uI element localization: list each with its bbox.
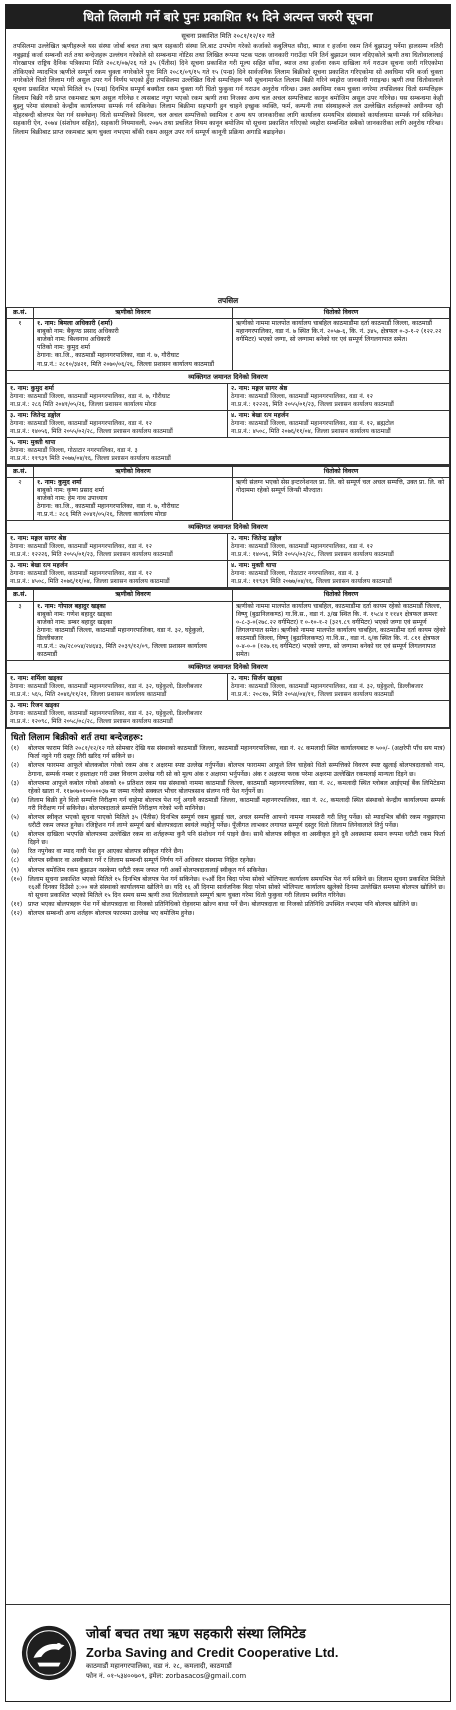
guarantor-address: ठेगाना: काठमाडौं जिल्ला, काठमाडौं महानगरपालिका, वडा नं. ३२, घट्टेकुलो, डिल्लीबजार — [10, 710, 203, 718]
table-heading: तपसिल — [217, 296, 239, 305]
guarantor-grid — [6, 384, 450, 466]
guarantor-id: ना.प्र.नं.: १२२२६, मिति २०५५/०१/२३, जिल्ला प्रशासन कार्यालय काठमाडौं — [231, 400, 394, 408]
guarantor-address: ठेगाना: काठमाडौं जिल्ला, गोठाटार नगरपालिका, वडा नं. ३ — [231, 570, 359, 578]
org-address: काठमाडौं महानगरपालिका, वडा नं. २८, कमलादी, काठमाडौं — [86, 1661, 232, 1670]
guarantor-item — [7, 411, 228, 438]
guarantor-id: ना.प्र.नं.: ११९३९ मिति २०७७/०४/१६, जिल्ला प्रशासन कार्यालय काठमाडौं — [10, 454, 171, 462]
guarantor-item — [7, 561, 228, 588]
condition-number: (१०) — [11, 875, 23, 883]
borrower-name: १. नाम: बिमला अधिकारी (शर्मा) — [37, 320, 113, 328]
guarantor-name: १. नाम: शर्मिला खड्का — [10, 675, 63, 683]
collateral-cell: ऋणीको नाममा मालपोत कार्यालय चाबहिल काठमाडौंमा दर्ता काठमाडौं जिल्ला, काठमाडौं महानगरपालिका, वडा नं. ७ स्थित कि.नं. २०५७-६, कि. नं. ३४५, क्षेत्रफल ०-३-१-२ (१२२.२२ वर्गमिटर) भएको जग्गा, सो जग्गामा बनेको घर एवं सम्पूर्ण लिगलगापात समेत। — [233, 319, 450, 371]
condition-item — [11, 910, 445, 918]
condition-number: (६) — [11, 831, 20, 839]
org-name-nepali: जोर्बा बचत तथा ऋण सहकारी संस्था लिमिटेड — [86, 1626, 306, 1642]
borrower-detail: बाबुको नाम: बैकुण्ठ प्रसाद अधिकारी — [37, 328, 119, 336]
guarantor-item — [228, 674, 449, 701]
condition-text: बोलपत्र सम्बन्धी अन्य शर्तहरू बोलपत्र फारममा उल्लेख भए बमोजिम हुनेछ। — [28, 910, 195, 918]
condition-number: (३) — [11, 779, 20, 787]
header-sn: क्र.सं. — [7, 466, 34, 477]
condition-item — [11, 780, 445, 796]
condition-text: बोलपत्र बमोजिम रकम बुझाउन नसकेमा धरौटी रकम जफत गरी अर्को बोलपत्रदातालाई स्वीकृत गर्न सकिनेछ। — [28, 866, 268, 874]
header-borrower: ऋणीको विवरण — [34, 308, 233, 319]
condition-number: (२) — [11, 762, 20, 770]
guarantor-name: २. नाम: सिर्जन खड्का — [231, 675, 282, 683]
publish-date: सूचना प्रकाशित मिति २०८१/१२/१२ गते — [181, 32, 275, 40]
guarantor-id: ना.प्र.नं.: ११९३९ मिति २०७७/०४/१६, जिल्ला प्रशासन कार्यालय काठमाडौं — [231, 578, 392, 586]
guarantor-heading: व्यक्तिगत जमानत दिनेको विवरण — [7, 661, 450, 674]
borrower-detail: बाजेको नाम: हेम नाथ उपाध्याय — [37, 495, 108, 503]
guarantor-id: ना.प्र.नं.: १२२२६, मिति २०५५/०१/२३, जिल्ला प्रशासन कार्यालय काठमाडौं — [10, 551, 173, 559]
borrower-table — [6, 466, 450, 535]
guarantor-heading: व्यक्तिगत जमानत दिनेको विवरण — [7, 521, 450, 534]
guarantor-address: ठेगाना: काठमाडौं जिल्ला, काठमाडौं महानगरपालिका, वडा नं. ७, गौरीघाट — [10, 392, 170, 400]
condition-text: बोलपत्र दाखिला भएपछि बोलपत्रमा उल्लेखित रकम वा शर्तहरूमा कुनै पनि संशोधन गर्न पाइने छैन। साथै बोलपत्र स्वीकृत वा अस्वीकृत हुने दुवै अवस्थामा समान रूपमा धरौटी रकम फिर्ता दिइने छ। — [28, 831, 445, 847]
table-row — [7, 319, 450, 371]
intro-paragraph: तपसिलमा उल्लेखित ऋणीहरूले यस संस्था जोर्बा बचत तथा ऋण सहकारी संस्था लि.बाट उपभोग गरेको कर्जाको कबुलियत सौदा, ब्याज र हर्जाना रकम तिर्न बुझाउनु पर्नेमा हालसम्म नतिरी नबुझाई कर्जा सम्बन्धी शर्त तथा बन्देजहरू उल्लंघन गरेकोले सो सम्बन्धमा नोटिस तथा लिखित रूपमा पटक पटक जानकारी गराउँदा पनि तिर्न बुझाउन ध्यान नदिएकोले ऋणी तथा धितोवालालाई गोरखापत्र राष्ट्रिय दैनिक पत्रिकामा मिति २०८१/०७/२६ गते ३५ (पैंतीस) दिने सूचना प्रकाशित गरी मूल्य सहित साँवा, ब्याज तथा हर्जाना रकम दाखिला गर्न गराउन सूचना जारी गरिएकोमा तोकिएको म्यादभित्र ऋणीले सम्पूर्ण रकम चुक्ता नगरेकोले पुनः मिति २०८१/०९/१५ गते १५ (पन्ध्र) दिने सार्वजनिक लिलाम बिक्रीको सूचना प्रकाशित गरिएकोमा सो अवधिमा पनि कर्जा चुक्ता नगरेकोले धितो लिलाम गरी असुल उपर गर्ने निर्णय भएको हुँदा तपसिलमा उल्लेखित धितो सम्पत्तिहरू यसै सूचनामार्फत लिलाम बिक्री गरिने व्यहोरा जानकारी गराइन्छ। ऋणी तथा धितोवालाले सूचना प्रकाशित भएको मितिले १५ (पन्ध्र) दिनभित्र सम्पूर्ण बक्यौता रकम चुक्ता गरी धितो फुकुवा गर्न गराउन अनुरोध गरिन्छ। उक्त अवधिमा रकम चुक्ता नगरेमा तपसिलका धितो सम्पत्तिहरू लिलाम बिक्री गरी प्राप्त रकमबाट ऋण असुल गरिनेछ र त्यसबाट नपुग भएको रकम ऋणी तथा निजका अन्य चल अचल सम्पत्तिबाट कानून बमोजिम असुल उपर गरिनेछ। यस सम्बन्धमा केही बुझ्नु परेमा संस्थाको केन्द्रीय कार्यालयमा सम्पर्क गर्न सकिनेछ। लिलाम बिक्रीमा सहभागी हुन चाहने इच्छुक व्यक्ति, फर्म, कम्पनी तथा संस्थाहरूले तल उल्लेखित शर्तहरूको अधीनमा रही मोहरबन्दी बोलपत्र पेश गर्न सक्नेछन्। धितो सम्पत्तिको विवरण, चल अचल सम्पत्तिको स्वामित्व र अन्य थप जानकारीका लागि कार्यालय समयभित्र संस्थाको कार्यालयमा सम्पर्क गर्न सकिनेछ। सहकारी ऐन, २०७४ (संशोधन सहित), सहकारी नियमावली, २०७५ तथा प्रचलित नियम कानून बमोजिम यो सूचना प्रकाशित गरिएको व्यहोरा सम्बन्धित सबैको जानकारीका लागि अनुरोध गरिन्छ। लिलाम बिक्रीबाट प्राप्त रकमबाट ऋण चुक्ता नभएमा बाँकी रकम असुल उपर गर्न सम्पूर्ण कानूनी प्रक्रिया अगाडि बढाइनेछ। — [13, 43, 443, 136]
borrower-detail: पतिको नाम: कुमुद शर्मा — [37, 344, 90, 352]
guarantor-grid — [6, 534, 450, 589]
table-header-row — [7, 590, 450, 601]
borrower-cell — [34, 477, 233, 520]
condition-text: बोलपत्र स्वीकृत भएको सूचना पाएको मितिले ३५ (पैंतीस) दिनभित्र सम्पूर्ण रकम बुझाई चल, अचल सम्पत्ति आफ्नो नाममा नामसारी गरी लिनु पर्नेछ। सो म्यादभित्र बाँकी रकम नबुझाएमा धरौटी रकम जफत हुनेछ। रजिष्ट्रेशन गर्न लाग्ने सम्पूर्ण खर्च बोलपत्रदाता स्वयंले व्यहोर्नु पर्नेछ। पूँजीगत लाभकर लगायत सम्पूर्ण दस्तुर धितो लिलाम लिनेवालाले तिर्नु पर्नेछ। — [28, 814, 445, 830]
guarantor-address: ठेगाना: काठमाडौं जिल्ला, काठमाडौं महानगरपालिका, वडा नं. १२ — [231, 392, 373, 400]
collateral-cell: ऋणीको नाममा मालपोत कार्यालय चाबहिल, काठमाडौंमा दर्ता कायम रहेको काठमाडौं जिल्ला, विष्णु (बुढानिलकण्ठ) गा.वि.स., वडा नं. ३/ख स्थित कि. नं. १५८४ र ११४१ क्षेत्रफल क्रमशः ०-८-३-०(२७८.२२ वर्गमिटर) र ०-१०-१-२ (३२९.८९ वर्गमिटर) भएको जग्गा एवं सम्पूर्ण लिगलगापात समेत। ऋणीको नाममा मालपोत कार्यालय चाबहिल, काठमाडौंमा दर्ता कायम रहेको काठमाडौं जिल्ला, विष्णु (बुढानिलकण्ठ) गा.वि.स., वडा नं. ६/क स्थित कि. नं. ८११ क्षेत्रफल ०-४-०-० (१२७.१६ वर्गमिटर) भएको जग्गा, सो जग्गामा बनेको घर एवं सम्पूर्ण लिगलगापात समेत। — [233, 601, 450, 661]
borrower-detail: ना.प्र.नं.: २८६ मिति २०४१/०५/२६, जिल्ला कार्यालय मोरङ — [37, 511, 167, 519]
guarantor-address: ठेगाना: काठमाडौं जिल्ला, काठमाडौं महानगरपालिका, वडा नं. ३२, घट्टेकुलो, डिल्लीबजार — [231, 683, 424, 691]
guarantor-item — [7, 674, 228, 701]
borrower-name: १. नाम: गोपाल बहादुर खड्का — [37, 602, 106, 610]
guarantor-name: १. नाम: मङ्गल सागर श्रेष्ठ — [10, 535, 67, 543]
condition-item — [11, 762, 445, 778]
guarantor-item — [228, 561, 449, 588]
borrower-detail: ठेगाना: काठमाडौं जिल्ला, काठमाडौं महानगरपालिका, वडा नं. ३२, घट्टेकुलो, डिल्लीबजार — [37, 626, 205, 642]
guarantor-id: ना.प्र.नं.: १२०९८, मिति २०५८/०८/२८, जिल्ला प्रशासन कार्यालय काठमाडौं — [10, 718, 173, 726]
guarantor-item — [7, 534, 228, 561]
guarantor-address: ठेगाना: काठमाडौं जिल्ला, काठमाडौं महानगरपालिका, वडा नं. १२ — [10, 419, 152, 427]
condition-item — [11, 814, 445, 830]
guarantor-id: ना.प्र.नं.: १४०५६, मिति २०५५/०२/२८, जिल्ला प्रशासन कार्यालय काठमाडौं — [10, 427, 173, 435]
condition-item — [11, 857, 445, 865]
guarantor-address: ठेगाना: काठमाडौं जिल्ला, काठमाडौं महानगरपालिका, वडा नं. १२ — [10, 570, 152, 578]
condition-number: (७) — [11, 848, 20, 856]
header-sn: क्र.सं. — [7, 308, 34, 319]
header-collateral: धितोको विवरण — [233, 308, 450, 319]
borrower-detail: ठेगाना: का.जि., काठमाडौं महानगरपालिका, वडा नं. ७, गौरीघाट — [37, 503, 179, 511]
guarantor-name: ५. नाम: मुक्ती थापा — [10, 438, 56, 446]
condition-item — [11, 797, 445, 813]
guarantor-id: ना.प्र.नं.: ५६५, मिति २०४६/११/२१, जिल्ला प्रशासन कार्यालय काठमाडौं — [10, 691, 167, 699]
borrower-detail: ना.प्र.नं.: २७/२८०५४/२४६४३, मिति २०३९/१२/०९, जिल्ला प्रशासन कार्यालय काठमाडौं — [37, 642, 207, 659]
condition-text: लिलाम सूचना प्रकाशित भएको मितिले १५ दिनभित्र बोलपत्र पेश गर्न सकिनेछ। १५औं दिन बिदा परेमा सोको भोलिपल्ट कार्यालय समयभित्र पेश गर्न सकिने छ। लिलाम सूचना प्रकाशित मितिले १६औं दिनका दिउँसो ३:०० बजे संस्थाको कार्यालयमा खोलिने छ। यदि १६ औं दिनमा सार्वजनिक बिदा परेमा सोको भोलिपल्ट कार्यालय खुलेको दिनमा उल्लेखित समयमा बोलपत्र खोलिने छ। यो सूचना प्रकाशित भएको मितिले १५ दिन समय सम्म ऋणी तथा धितोवालाले सम्पूर्ण ऋण चुक्ता गरेमा धितो फुकुवा गरी लिलाम स्थगित गरिनेछ। — [28, 875, 445, 899]
condition-text: बोलपत्र फारममा आफूले बोलकबोल गरेको रकम अंक र अक्षरमा स्पष्ट उल्लेख गर्नुपर्नेछ। बोलपत्र फाराममा आफूले लिन चाहेको धितो सम्पत्तिको विवरण स्पष्ट खुलाई बोलपत्रदाताको नाम, ठेगाना, सम्पर्क नम्बर र हस्ताक्षर गरी उक्त विवरण उल्लेख गरी सो को मूल्य अंक र अक्षरमा भर्नुपर्नेछ। अंक र अक्षरमा फरक परेमा अक्षरमा उल्लेखित रकमलाई मान्यता दिइने छ। — [28, 762, 445, 778]
guarantor-heading: व्यक्तिगत जमानत दिनेको विवरण — [7, 370, 450, 383]
guarantor-name: ३. नाम: बेखा रत्न महर्जन — [10, 562, 68, 570]
guarantor-address: ठेगाना: काठमाडौं जिल्ला, काठमाडौं महानगरपालिका, वडा नं. १२, ब्रह्मटोल — [231, 419, 394, 427]
condition-text: प्राप्त भएका बोलपत्रहरू पेश गर्ने बोलपत्रदाता वा निजको प्रतिनिधिको रोहवरमा खोल्न बाधा पर्ने छैन। बोलपत्रदाता वा निजको प्रतिनिधि उपस्थित नभएमा पनि बोलपत्र खोलिने छ। — [28, 900, 418, 908]
conditions-list — [6, 745, 450, 918]
condition-text: रित नपुगेका वा म्याद नाघी पेश हुन आएका बोलपत्र स्वीकृत गरिने छैन। — [28, 848, 184, 856]
guarantor-name: ३. नाम: जितेन्द्र डङ्गोल — [10, 411, 61, 419]
condition-number: (८) — [11, 857, 20, 865]
borrower-detail: ठेगाना: का.जि., काठमाडौं महानगरपालिका, वडा नं. ७, गौरीघाट — [37, 352, 179, 360]
borrower-detail: ना.प्र.नं.: २८१०/३४२१, मिति २०७०/०६/२६, जिल्ला प्रशासन कार्यालय काठमाडौं — [37, 360, 215, 368]
notice-title: धितो लिलामी गर्ने बारे पुनः प्रकाशित १५ दिने अत्यन्त जरुरी सूचना — [6, 5, 450, 29]
condition-item — [11, 831, 445, 847]
table-row — [7, 601, 450, 661]
borrower-detail: बाजेको नाम: बिश्वनाथ अधिकारी — [37, 336, 111, 344]
condition-number: (९) — [11, 866, 20, 874]
org-contact: फोन नं. ०१-५३४००७०९, इमेल: zorbasacos@gmail.com — [86, 1671, 247, 1680]
notice-page — [5, 4, 451, 1702]
guarantor-item — [7, 701, 449, 728]
borrower-cell — [34, 601, 233, 661]
cooperative-logo-icon — [20, 1624, 78, 1682]
guarantor-address: ठेगाना: काठमाडौं जिल्ला, काठमाडौं महानगरपालिका, वडा नं. १२ — [231, 543, 373, 551]
guarantor-grid — [6, 674, 450, 729]
condition-item — [11, 848, 445, 856]
condition-text: बोलपत्रमा आफूले कबोल गरेको अंकको १० प्रतिशत रकम यस संस्थाको नाममा काठमाडौं जिल्ला, काठमाडौं महानगरपालिका, वडा नं. २८, कमलादी स्थित ग्लोबल आईएमई बैंक लिमिटेडमा रहेको खाता नं. ११७०७०१०००००३७ मा जम्मा गरेको सक्कल भौचर बोलपत्रसाथ संलग्न गरी पेश गर्नुपर्ने छ। — [28, 779, 445, 795]
table-header-row — [7, 308, 450, 319]
guarantor-item — [228, 534, 449, 561]
guarantor-name: २. नाम: मङ्गल सागर श्रेष्ठ — [231, 384, 288, 392]
condition-text: बोलपत्र फाराम मिति २०८१/१२/१२ गते सोमबार देखि यस संस्थाको काठमाडौं जिल्ला, काठमाडौं महानगरपालिका, वडा नं. २८ कमलादी स्थित कार्यालयबाट रु ५००/- (अक्षरेपी पाँच सय मात्र) फिर्ता नहुने गरी दस्तुर तिरी खरिद गर्न सकिने छ। — [28, 745, 445, 761]
row-sn: २ — [7, 477, 34, 520]
row-sn: ३ — [7, 601, 34, 661]
conditions-title: धितो लिलाम बिक्रीको शर्त तथा बन्देजहरू: — [11, 733, 144, 744]
guarantor-item — [7, 438, 449, 465]
header-borrower: ऋणीको विवरण — [34, 466, 233, 477]
guarantor-id: ना.प्र.नं.: २८६ मिति २०४१/०५/२६, जिल्ला प्रशासन कार्यालय मोरङ — [10, 400, 157, 408]
guarantor-address: ठेगाना: काठमाडौं जिल्ला, काठमाडौं महानगरपालिका, वडा नं. १२ — [10, 543, 152, 551]
borrower-table — [6, 307, 450, 384]
condition-number: (१) — [11, 745, 20, 753]
condition-text: बोलपत्र स्वीकार वा अस्वीकार गर्ने र लिलाम सम्बन्धी सम्पूर्ण निर्णय गर्ने अधिकार संस्थामा निहित रहनेछ। — [28, 857, 256, 865]
collateral-cell: ऋणी संलग्न भएको सेस इन्टरनेशनल प्रा. लि. को सम्पूर्ण चल अचल सम्पत्ति, उक्त प्रा. लि. को गोदाममा रहेको सम्पूर्ण जिन्सी मौज्दात। — [233, 477, 450, 520]
header-collateral: धितोको विवरण — [233, 590, 450, 601]
guarantor-id: ना.प्र.नं.: १४०५६, मिति २०५५/०२/२८, जिल्ला प्रशासन कार्यालय काठमाडौं — [231, 551, 394, 559]
condition-number: (११) — [11, 900, 23, 908]
borrower-detail: बाजेको नाम: डम्बर बहादुर खड्का — [37, 618, 113, 626]
condition-text: लिलाम बिक्री हुने धितो सम्पत्ति निरीक्षण गर्न चाहेमा बोलपत्र पेश गर्नु अगावै काठमाडौं जिल्ला, काठमाडौं महानगरपालिका, वडा नं. २८, कमलादी स्थित संस्थाको केन्द्रीय कार्यालयमा सम्पर्क गरी निरीक्षण गर्न सकिनेछ। बोलपत्रदाताले सम्पत्ति निरीक्षण गरेको भनी मानिनेछ। — [28, 796, 445, 812]
guarantor-name: १. नाम: कुमुद शर्मा — [10, 384, 54, 392]
condition-item — [11, 745, 445, 761]
condition-item — [11, 901, 445, 909]
guarantor-id: ना.प्र.नं.: २०८१७, मिति २०५४/०४/११, जिल्ला प्रशासन कार्यालय काठमाडौं — [231, 691, 394, 699]
table-header-row — [7, 466, 450, 477]
guarantor-id: ना.प्र.नं.: ४५०८, मिति २०७६/११/०४, जिल्ला प्रशासन कार्यालय काठमाडौं — [231, 427, 391, 435]
guarantor-name: ४. नाम: बेखा रत्न महर्जन — [231, 411, 289, 419]
guarantor-item — [228, 384, 449, 411]
guarantor-item — [7, 384, 228, 411]
guarantor-name: २. नाम: जितेन्द्र डङ्गोल — [231, 535, 282, 543]
guarantor-address: ठेगाना: काठमाडौं जिल्ला, गोठाटार नगरपालिका, वडा नं. ३ — [10, 446, 138, 454]
borrower-cell — [34, 319, 233, 371]
schedule-table — [6, 307, 450, 729]
borrower-detail: बाबुको नाम: गणेश बहादुर खड्का — [37, 610, 112, 618]
borrower-name: १. नाम: कुमुद शर्मा — [37, 478, 82, 486]
condition-item — [11, 867, 445, 875]
header-collateral: धितोको विवरण — [233, 466, 450, 477]
guarantor-item — [228, 411, 449, 438]
row-sn: १ — [7, 319, 34, 371]
condition-number: (४) — [11, 796, 20, 804]
table-row — [7, 477, 450, 520]
guarantor-id: ना.प्र.नं.: ४५०८, मिति २०७६/११/०४, जिल्ला प्रशासन कार्यालय काठमाडौं — [10, 578, 170, 586]
footer — [6, 1604, 450, 1701]
header-sn: क्र.सं. — [7, 590, 34, 601]
header-borrower: ऋणीको विवरण — [34, 590, 233, 601]
guarantor-name: ४. नाम: मुक्ती थापा — [231, 562, 277, 570]
guarantor-address: ठेगाना: काठमाडौं जिल्ला, काठमाडौं महानगरपालिका, वडा नं. ३२, घट्टेकुलो, डिल्लीबजार — [10, 683, 203, 691]
condition-number: (५) — [11, 814, 20, 821]
condition-number: (१२) — [11, 910, 23, 918]
guarantor-name: ३. नाम: रिजन खड्का — [10, 702, 60, 710]
org-name-english: Zorba Saving and Credit Cooperative Ltd. — [86, 1644, 339, 1660]
borrower-table — [6, 589, 450, 674]
borrower-detail: बाबुको नाम: कृष्ण प्रसाद शर्मा — [37, 486, 105, 494]
condition-item — [11, 876, 445, 900]
